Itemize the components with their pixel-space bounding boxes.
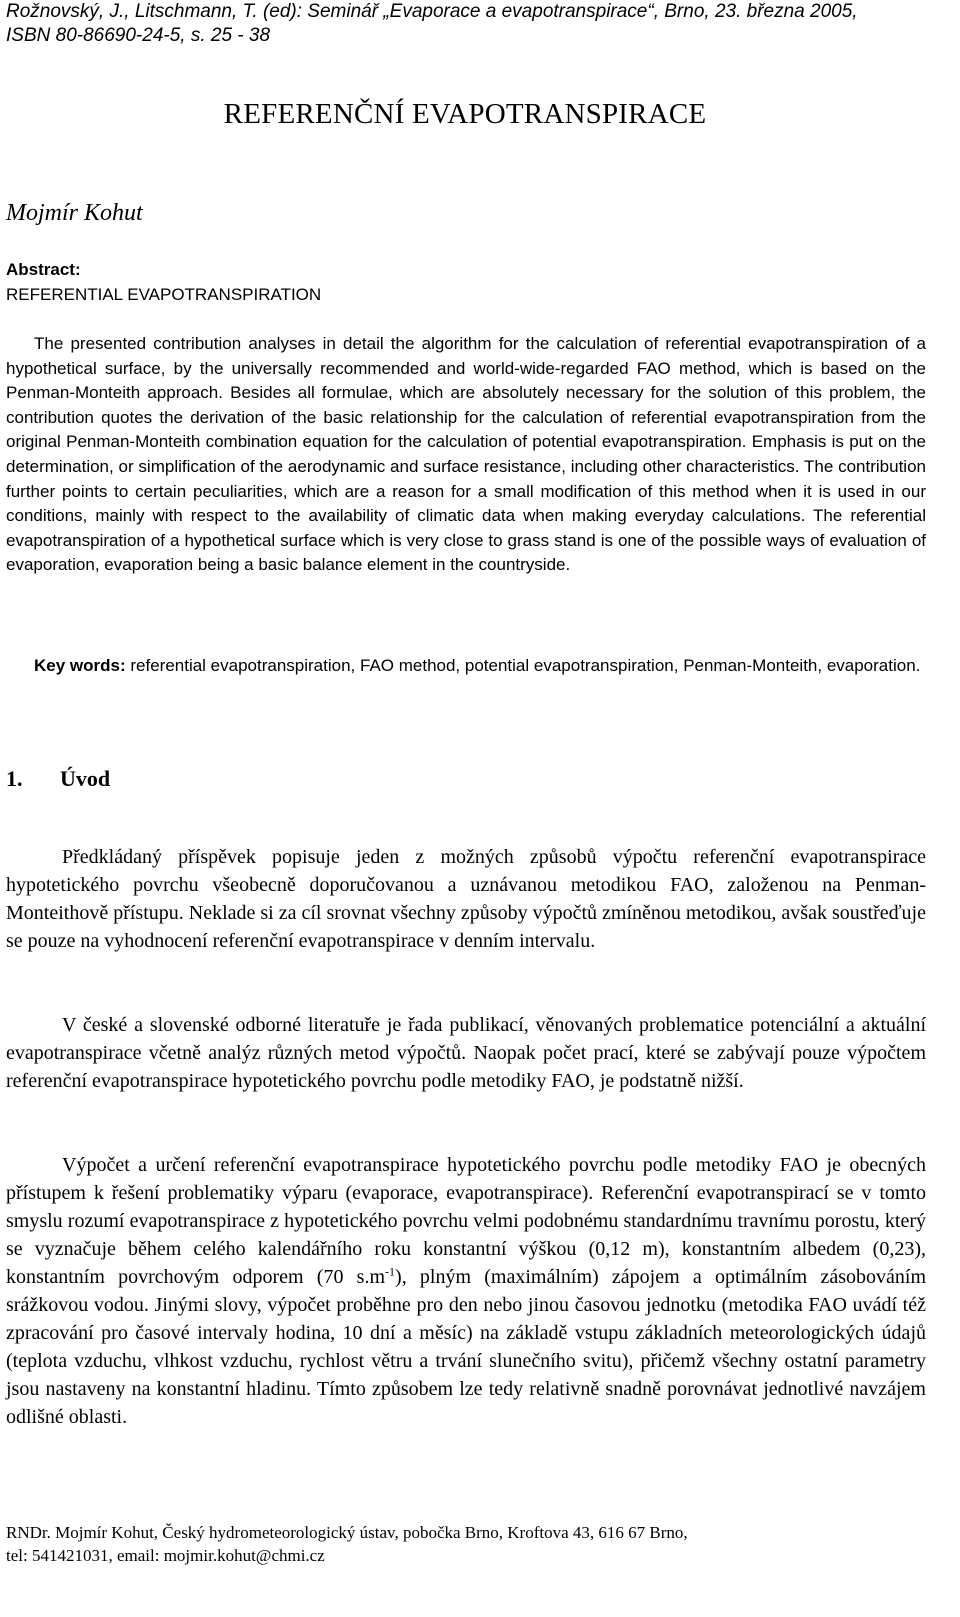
abstract-text: The presented contribution analyses in detail the algorithm for the calculation of referential evapotranspiration of a hypothetical surface, by the universally recommended and world-wide-regarded FAO method, which is based on the Penman-Monteith approach. Besides all formulae, which are absolutely necessary for the solution of this problem, the contribution quotes the derivation of the basic relationship for the calculation of referential evapotranspiration from the original Penman-Monteith combination equation for the calculation of potential evapotranspiration. Emphasis is put on the determination, or simplification of the aerodynamic and surface resistance, including other characteristics. The contribution further points to certain peculiarities, which are a reason for a small modification of this method when it is used in our conditions, mainly with respect to the availability of climatic data when making everyday calculations. The referential evapotranspiration of a hypothetical surface which is very close to grass stand is one of the possible ways of evaluation of evaporation, evaporation being a basic balance element in the countryside. [6, 334, 926, 575]
section-heading [6, 766, 110, 792]
section-title: Úvod [60, 766, 111, 791]
keywords-label: Key words: [34, 656, 126, 675]
body-paragraph-3-part-a: Výpočet a určení referenční evapotranspirace hypotetického povrchu podle metodiky FAO je obecných přístupem k řešení problematiky výparu (evaporace, evapotranspirace). Referenční evapotranspirací se v tomto smyslu rozumí evapotranspirace z hypotetického povrchu velmi podobnému standardnímu travnímu porostu, který se vyznačuje během celého kalendářního roku konstantní výškou (0,12 m), konstantním albedem (0,23), konstantním povrchovým odporem (70 s.m [6, 1154, 926, 1288]
author-name: Mojmír Kohut [6, 200, 143, 226]
citation-line-1: Rožnovský, J., Litschmann, T. (ed): Seminář „Evaporace a evapotranspirace“, Brno, 23. března 2005, [6, 1, 858, 22]
abstract-heading: Abstract: [6, 260, 81, 279]
section-number: 1. [6, 766, 23, 791]
abstract-subtitle: REFERENTIAL EVAPOTRANSPIRATION [6, 285, 322, 304]
paper-title: REFERENČNÍ EVAPOTRANSPIRACE [223, 98, 707, 130]
body-paragraph-3-part-b: ), plným (maximálním) zápojem a optimálním zásobováním srážkovou vodou. Jinými slovy, výpočet proběhne pro den nebo jinou časovou jednotku (metodika FAO uvádí též zpracování pro časové intervaly hodina, 10 dní a měsíc) na základě vstupu základních meteorologických údajů (teplota vzduchu, vlhkost vzduchu, rychlost větru a trvání slunečního svitu), přičemž všechny ostatní parametry jsou nastaveny na konstantní hladinu. Tímto způsobem lze tedy relativně snadně porovnávat jednotlivé navzájem odlišné oblasti. [6, 1266, 926, 1428]
author-footer [6, 1521, 946, 1567]
superscript-exponent: -1 [385, 1264, 396, 1279]
keywords [34, 654, 926, 679]
footer-line-2: tel: 541421031, email: mojmir.kohut@chmi.cz [6, 1546, 325, 1565]
citation-line-2: ISBN 80-86690-24-5, s. 25 - 38 [6, 25, 271, 46]
keywords-text: referential evapotranspiration, FAO method, potential evapotranspiration, Penman-Monteith, evaporation. [125, 656, 921, 675]
body-paragraph-2: V české a slovenské odborné literatuře je řada publikací, věnovaných problematice potenciální a aktuální evapotranspirace včetně analýz různých metod výpočtů. Naopak počet prací, které se zabývají pouze výpočtem referenční evapotranspirace hypotetického povrchu podle metodiky FAO, je podstatně nižší. [6, 1014, 926, 1092]
citation-header [6, 0, 956, 48]
body-paragraph-1: Předkládaný příspěvek popisuje jeden z možných způsobů výpočtu referenční evapotranspirace hypotetického povrchu všeobecně doporučovanou a uznávanou metodikou FAO, založenou na Penman-Monteithově přístupu. Neklade si za cíl srovnat všechny způsoby výpočtů zmíněnou metodikou, avšak soustřeďuje se pouze na vyhodnocení referenční evapotranspirace v denním intervalu. [6, 846, 926, 952]
footer-line-1: RNDr. Mojmír Kohut, Český hydrometeorologický ústav, pobočka Brno, Kroftova 43, 616 67 Brno, [6, 1523, 688, 1542]
body-paragraph-3 [6, 1151, 926, 1431]
